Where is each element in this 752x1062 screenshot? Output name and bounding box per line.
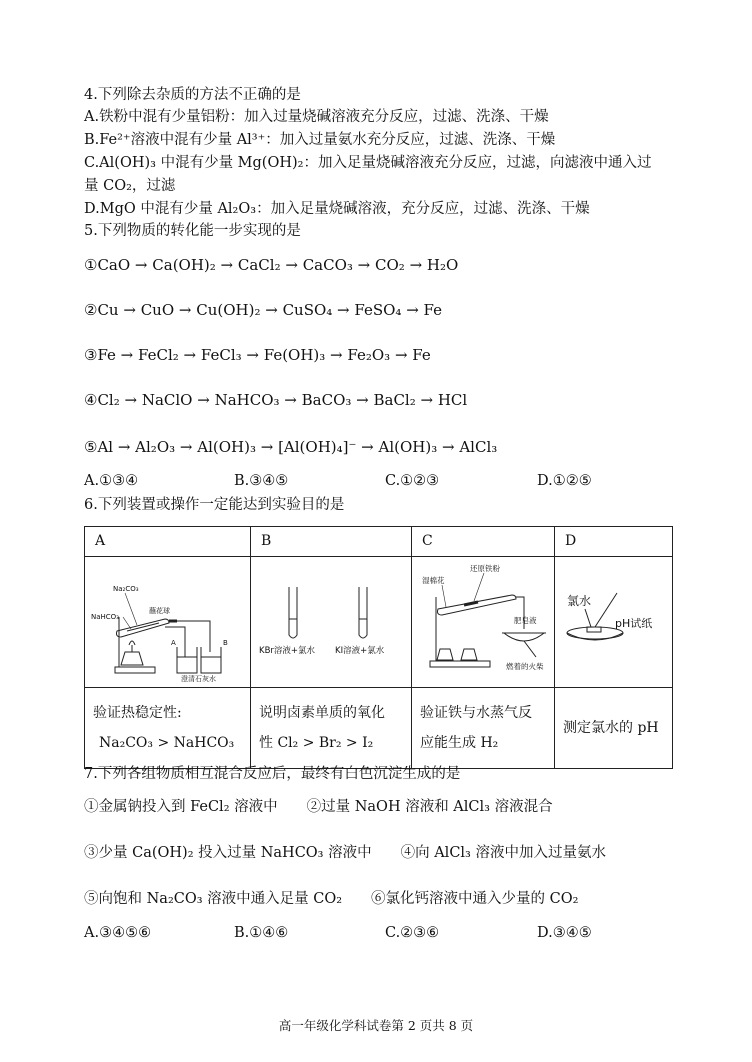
q5-chain-4: ④Cl₂ → NaClO → NaHCO₃ → BaCO₃ → BaCl₂ → HCl [84, 391, 468, 409]
apparatus-c-diagram [412, 557, 554, 683]
q5-chain-2: ②Cu → CuO → Cu(OH)₂ → CuSO₄ → FeSO₄ → Fe [84, 301, 443, 319]
q5-chain-3: ③Fe → FeCl₂ → FeCl₃ → Fe(OH)₃ → Fe₂O₃ → Fe [84, 346, 431, 364]
q5-option-a: A.①③④ [84, 473, 139, 489]
q6-header-d: D [555, 527, 673, 557]
label-chlorine-water: 氯水 [567, 594, 592, 608]
label-iron-powder: 还原铁粉 [470, 564, 500, 573]
q7-row-1: ①金属钠投入到 FeCl₂ 溶液中 ②过量 NaOH 溶液和 AlCl₃ 溶液混合 [84, 799, 553, 815]
label-nahco3: NaHCO₃ [91, 613, 119, 621]
q5-chain-1: ①CaO → Ca(OH)₂ → CaCl₂ → CaCO₃ → CO₂ → H₂O [84, 256, 459, 274]
label-na2co3: Na₂CO₃ [113, 585, 139, 593]
q5-stem: 5.下列物质的转化能一步实现的是 [84, 223, 301, 239]
q4-stem: 4.下列除去杂质的方法不正确的是 [84, 87, 301, 103]
q4-option-c-line1: C.Al(OH)₃ 中混有少量 Mg(OH)₂：加入足量烧碱溶液充分反应，过滤，向滤液中通入过 [84, 155, 652, 171]
label-tube-a: A [171, 639, 176, 647]
label-soap: 肥皂液 [514, 616, 537, 625]
q7-option-c: C.②③⑥ [385, 925, 440, 941]
q5-option-d: D.①②⑤ [537, 473, 592, 489]
label-cotton: 蘸花球 [149, 607, 170, 615]
page-footer: 高一年级化学科试卷第 2 页共 8 页 [278, 1018, 474, 1033]
q6-text-a [85, 688, 251, 769]
apparatus-a-diagram [85, 557, 250, 683]
q4-option-c-line2: 量 CO₂，过滤 [84, 178, 176, 194]
q6-header-a: A [85, 527, 251, 557]
label-ki: KI溶液+氯水 [335, 646, 385, 656]
q6-text-c-line1: 验证铁与水蒸气反 [420, 705, 532, 721]
q4-option-a: A.铁粉中混有少量铝粉：加入过量烧碱溶液充分反应，过滤、洗涤、干燥 [84, 109, 549, 125]
label-flame: 燃着的火柴 [506, 662, 544, 671]
q7-row-3: ⑤向饱和 Na₂CO₃ 溶液中通入足量 CO₂ ⑥氯化钙溶液中通入少量的 CO₂ [84, 891, 579, 907]
q6-text-c-line2: 应能生成 H₂ [420, 735, 499, 751]
q6-text-b-line2: 性 Cl₂ > Br₂ > I₂ [259, 735, 374, 751]
q6-stem: 6.下列装置或操作一定能达到实验目的是 [84, 497, 345, 513]
label-tube-b: B [223, 639, 228, 647]
q6-text-d: 测定氯水的 pH [555, 688, 673, 769]
q7-option-b: B.①④⑥ [234, 925, 289, 941]
apparatus-d-diagram [555, 557, 672, 683]
q7-option-a: A.③④⑤⑥ [84, 925, 152, 941]
q7-option-d: D.③④⑤ [537, 925, 592, 941]
q5-option-b: B.③④⑤ [234, 473, 289, 489]
q6-text-c [412, 688, 555, 769]
q6-header-c: C [412, 527, 555, 557]
q6-header-b: B [251, 527, 412, 557]
label-wet-cotton: 湿棉花 [422, 576, 445, 585]
label-ph-paper: pH试纸 [615, 617, 653, 630]
apparatus-b-diagram [251, 557, 411, 683]
q6-text-b [251, 688, 412, 769]
q4-option-b: B.Fe²⁺溶液中混有少量 Al³⁺：加入过量氨水充分反应，过滤、洗涤、干燥 [84, 132, 556, 148]
label-kbr: KBr溶液+氯水 [259, 646, 316, 656]
q6-text-a-line1: 验证热稳定性: [93, 705, 182, 721]
q6-text-b-line1: 说明卤素单质的氧化 [259, 705, 385, 721]
q7-row-2: ③少量 Ca(OH)₂ 投入过量 NaHCO₃ 溶液中 ④向 AlCl₃ 溶液中加入过量氨水 [84, 845, 606, 861]
q7-stem: 7.下列各组物质相互混合反应后，最终有白色沉淀生成的是 [84, 766, 461, 782]
q5-option-c: C.①②③ [385, 473, 440, 489]
label-limewater: 澄清石灰水 [181, 675, 216, 683]
q5-chain-5: ⑤Al → Al₂O₃ → Al(OH)₃ → [Al(OH)₄]⁻ → Al(OH)₃ → AlCl₃ [84, 438, 498, 456]
q6-text-a-line2: Na₂CO₃ > NaHCO₃ [99, 735, 235, 751]
q6-experiment-table [84, 526, 673, 769]
q4-option-d: D.MgO 中混有少量 Al₂O₃：加入足量烧碱溶液，充分反应，过滤、洗涤、干燥 [84, 201, 590, 217]
